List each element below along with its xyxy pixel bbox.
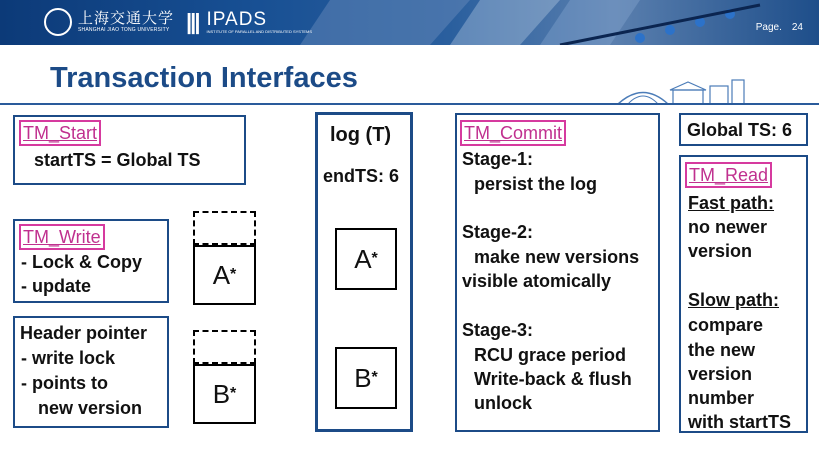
- tm-write-item-2: - update: [21, 276, 91, 296]
- log-title: log (T): [330, 124, 392, 146]
- page-label: Page.: [755, 22, 782, 33]
- ipads-bars-icon: |||: [186, 9, 199, 34]
- page-title: Transaction Interfaces: [50, 62, 358, 94]
- log-entry-b-mark: *: [371, 369, 378, 386]
- tm-commit-tag: TM_Commit: [460, 120, 566, 146]
- header-pointer-line-1: - write lock: [21, 348, 116, 368]
- header-banner: [0, 0, 819, 45]
- slow-path-line-2: the new: [688, 340, 756, 360]
- lab-name: IPADS: [206, 9, 268, 30]
- header-pointer-box: [13, 316, 169, 428]
- log-entry-a: [335, 228, 397, 290]
- university-logo: [44, 8, 312, 36]
- tm-write-box: [13, 219, 169, 303]
- version-b-cell: [193, 364, 256, 424]
- stage2-line-2: visible atomically: [462, 271, 612, 291]
- tm-commit-box: [455, 113, 660, 432]
- version-b-label: B: [212, 378, 231, 409]
- version-b-mark: *: [230, 385, 237, 402]
- stage3-line-2: Write-back & flush: [474, 369, 632, 389]
- header-pointer-line-3: new version: [38, 398, 143, 418]
- lab-subtitle: INSTITUTE OF PARALLEL AND DISTRIBUTED SYSTEMS: [206, 29, 313, 34]
- page-number: [756, 22, 803, 33]
- slow-path-line-1: compare: [688, 315, 764, 335]
- version-a-label: A: [212, 259, 231, 290]
- slow-path-title: Slow path:: [688, 290, 779, 310]
- stage2-title: Stage-2:: [462, 222, 534, 242]
- page-value: 24: [791, 22, 803, 33]
- university-name-en: SHANGHAI JIAO TONG UNIVERSITY: [78, 27, 170, 33]
- tm-read-box: [679, 155, 808, 433]
- header-pointer-line-2: - points to: [21, 373, 108, 393]
- slow-path-line-3: version: [688, 364, 753, 384]
- log-entry-a-label: A: [354, 243, 372, 274]
- tm-start-box: [13, 115, 246, 185]
- stage3-line-3: unlock: [474, 393, 533, 413]
- tm-write-tag: TM_Write: [19, 224, 105, 250]
- fast-path-line-1: no newer: [688, 217, 768, 237]
- log-entry-a-mark: *: [371, 250, 378, 267]
- campus-skyline-icon: [618, 76, 768, 106]
- slow-path-line-4: number: [688, 388, 755, 408]
- tm-read-tag: TM_Read: [685, 162, 772, 188]
- stage1-title: Stage-1:: [462, 149, 534, 169]
- fast-path-line-2: version: [688, 241, 753, 261]
- log-end-ts: endTS: 6: [323, 166, 400, 186]
- version-b-old-slot: [193, 330, 256, 364]
- log-entry-b-label: B: [354, 362, 372, 393]
- stage1-line-1: persist the log: [474, 174, 598, 194]
- stage2-line-1: make new versions: [474, 247, 640, 267]
- global-ts-label: Global TS: 6: [687, 120, 793, 140]
- global-ts-box: [679, 113, 808, 146]
- tm-write-item-1: - Lock & Copy: [21, 252, 143, 272]
- tm-start-line: startTS = Global TS: [34, 150, 201, 170]
- tm-start-tag: TM_Start: [19, 120, 101, 146]
- header-pointer-title: Header pointer: [20, 323, 148, 343]
- log-entry-b: [335, 347, 397, 409]
- version-a-cell: [193, 245, 256, 305]
- version-a-mark: *: [230, 266, 237, 283]
- stage3-line-1: RCU grace period: [474, 345, 627, 365]
- seal-icon: [44, 8, 72, 36]
- fast-path-title: Fast path:: [688, 193, 775, 213]
- log-box: [315, 112, 413, 432]
- university-name-cn: 上海交通大学: [78, 9, 175, 27]
- version-a-old-slot: [193, 211, 256, 245]
- title-divider: [0, 103, 819, 105]
- stage3-title: Stage-3:: [462, 320, 534, 340]
- slow-path-line-5: with startTS: [688, 412, 792, 432]
